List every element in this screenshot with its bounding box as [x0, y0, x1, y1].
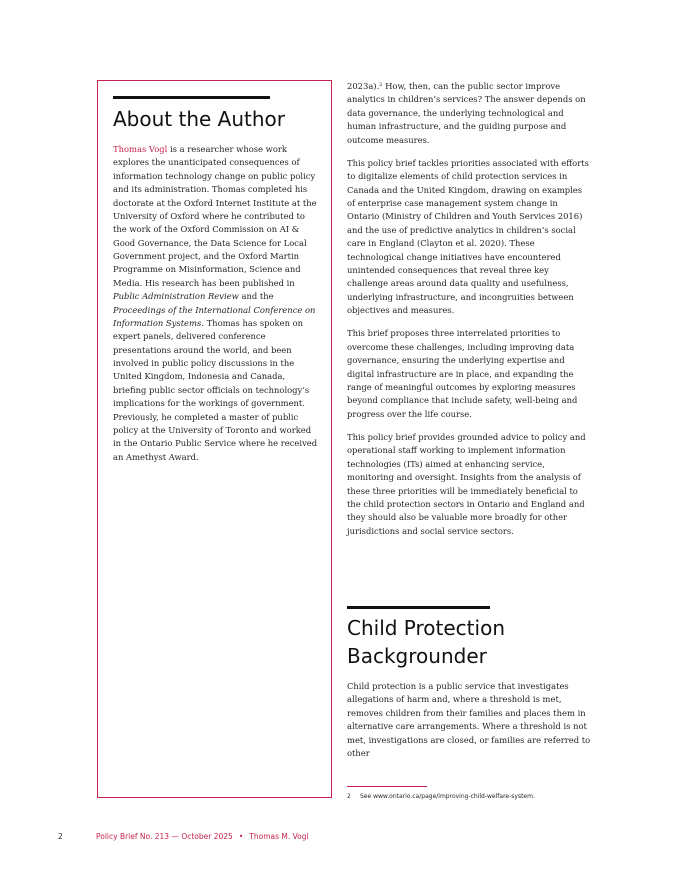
footnote-rule [347, 786, 427, 787]
about-author-heading: About the Author [113, 107, 286, 131]
section-body [347, 680, 592, 770]
author-bio [113, 143, 318, 464]
section-heading: Child Protection Backgrounder [347, 616, 505, 668]
author-name-link[interactable]: Thomas Vogl [113, 144, 168, 154]
bio-text-2: and the [238, 291, 274, 302]
bio-text-1: is a researcher whose work explores the unanticipated consequences of information technology change on public policy and its administration. Thomas completed his doctorate at the Oxford Internet Institute at the University of Oxford where he contributed to the work of the Oxford Commission on AI & Good Governance, the Data Science for Local Government project, and the Oxford Martin Programme on Misinformation, Science and Media. His research has been published in [113, 144, 317, 288]
section-paragraph: Child protection is a public service that investigates allegations of harm and, where a threshold is met, removes children from their families and places them in alternative care arrangements. Where a threshold is not met, investigations are closed, or families are referred to other [347, 681, 591, 758]
intro-paragraph [347, 80, 592, 147]
body-paragraph: This policy brief tackles priorities associated with efforts to digitalize elements of child protection services in Canada and the United Kingdom, drawing on examples of enterprise case management system change in Ontario (Ministry of Children and Youth Services 2016) and the use of predictive analytics in children’s social care in England (Clayton et al. 2020). These technological change initiatives have encountered unintended consequences that reveal three key challenge areas around data quality and usefulness, underlying infrastructure, and incongruities between objectives and measures. [347, 157, 589, 315]
footer-separator: • [238, 832, 244, 841]
intro-text-before: 2023a). [347, 81, 380, 91]
footnote [347, 793, 535, 800]
proceedings-title: Proceedings of the International Conference on Information Systems [113, 304, 316, 328]
bio-text-3: . Thomas has spoken on expert panels, delivered conference presentations around the world, and been involved in public policy discussions in the United Kingdom, Indonesia and Canada, briefing public sector officials on technology’s implications for the workings of government. Previously, he completed a master of public policy at the University of Toronto and worked in the Ontario Public Service where he received an Amethyst Award. [113, 317, 318, 462]
journal-title: Public Administration Review [113, 291, 239, 302]
section-rule [347, 606, 490, 609]
footnote-link[interactable]: See www.ontario.ca/page/improving-child-welfare-system. [360, 793, 535, 800]
page-number: 2 [58, 832, 63, 841]
footnote-number: 2 [347, 793, 351, 800]
body-paragraph: This policy brief provides grounded advice to policy and operational staff working to implement information technologies (ITs) aimed at enhancing service, monitoring and oversight. Insights from the analysis of these three priorities will be immediately beneficial to the child protection sectors in Ontario and England and they should also be valuable more broadly for other jurisdictions and social service sectors. [347, 432, 586, 536]
footnote-ref[interactable]: 2 [379, 82, 383, 88]
body-paragraph: This brief proposes three interrelated priorities to overcome these challenges, including improving data governance, ensuring the underlying expertise and digital infrastructure are in place, and expanding the range of meaningful outcomes by exploring measures beyond compliance that include safety, well-being and progress over the life course. [347, 328, 578, 419]
main-body [347, 80, 592, 548]
running-footer [96, 832, 309, 841]
publication-label: Policy Brief No. 213 — October 2025 [96, 832, 233, 841]
footer-author: Thomas M. Vogl [249, 832, 309, 841]
about-author-rule [113, 96, 270, 99]
intro-text-after: How, then, can the public sector improve analytics in children’s services? The answer depends on data governance, the underlying technological and human infrastructure, and the guiding purpose and outcome measures. [347, 81, 586, 145]
